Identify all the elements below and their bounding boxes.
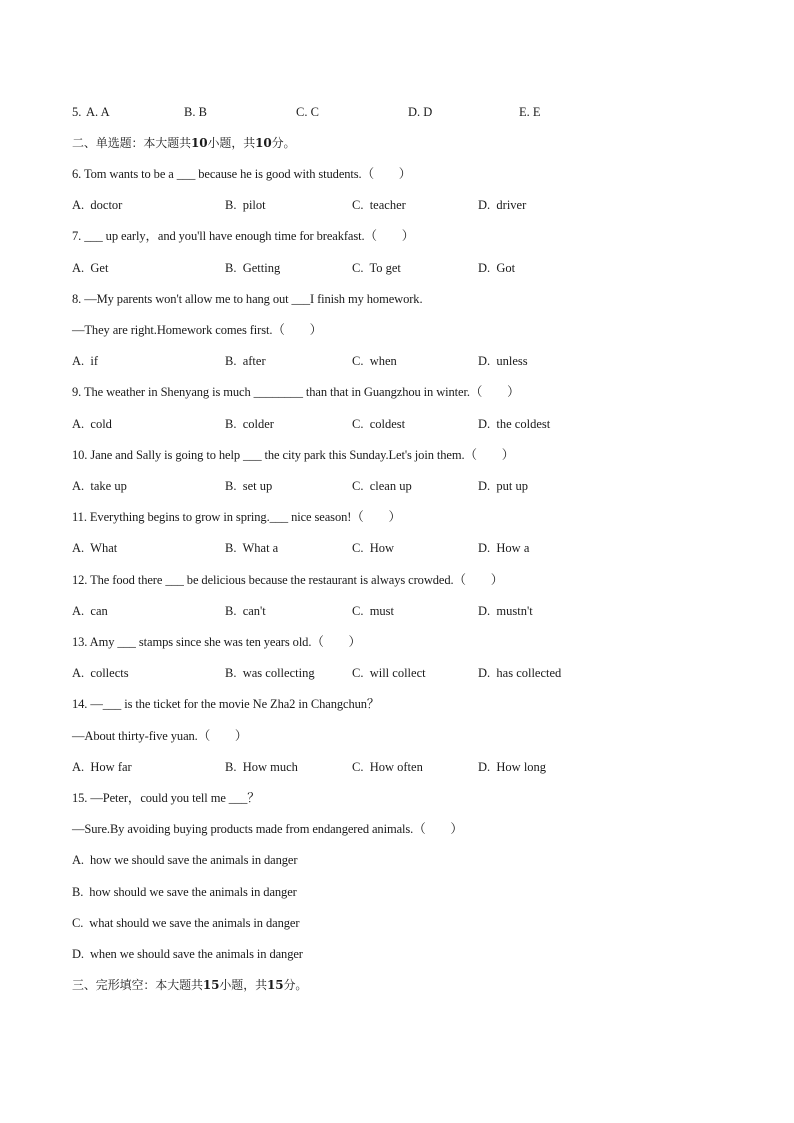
question-15-stem: 15. —Peter，could you tell me ___？ — [72, 791, 260, 805]
q10-option-a: A. take up — [72, 479, 127, 493]
q15-option-c: C. what should we save the animals in danger — [72, 916, 300, 930]
question-8-reply: —They are right.Homework comes first.（ ） — [72, 323, 323, 337]
q7-option-d: D. Got — [478, 261, 516, 275]
q8-option-d: D. unless — [478, 354, 528, 368]
q15-option-d: D. when we should save the animals in danger — [72, 947, 303, 961]
q15-option-b: B. how should we save the animals in danger — [72, 885, 297, 899]
question-8-stem: 8. —My parents won't allow me to hang out ___I finish my homework. — [72, 292, 423, 306]
q7-option-b: B. Getting — [225, 261, 281, 275]
q10-option-b: B. set up — [225, 479, 273, 493]
q8-option-a: A. if — [72, 354, 99, 368]
question-6-stem: 6. Tom wants to be a ___ because he is good with students.（ ） — [72, 167, 412, 181]
q10-option-d: D. put up — [478, 479, 528, 493]
q9-option-c: C. coldest — [352, 417, 406, 431]
question-15-reply: —Sure.By avoiding buying products made from endangered animals.（ ） — [72, 822, 463, 836]
q13-option-d: D. has collected — [478, 666, 562, 680]
q12-option-a: A. can — [72, 604, 108, 618]
q5-option-d: D. D — [408, 105, 433, 119]
q8-option-c: C. when — [352, 354, 397, 368]
q7-option-c: C. To get — [352, 261, 401, 275]
q12-option-b: B. can't — [225, 604, 266, 618]
q13-option-c: C. will collect — [352, 666, 426, 680]
q8-option-b: B. after — [225, 354, 266, 368]
q11-option-c: C. How — [352, 541, 395, 555]
q9-option-b: B. colder — [225, 417, 274, 431]
q9-option-a: A. cold — [72, 417, 112, 431]
q6-option-c: C. teacher — [352, 198, 406, 212]
q13-option-b: B. was collecting — [225, 666, 315, 680]
q5-number: 5. — [72, 105, 82, 119]
question-11-stem: 11. Everything begins to grow in spring.___ nice season!（ ） — [72, 510, 401, 524]
question-12-stem: 12. The food there ___ be delicious because the restaurant is always crowded.（ ） — [72, 573, 504, 587]
question-13-stem: 13. Amy ___ stamps since she was ten years old.（ ） — [72, 635, 361, 649]
q6-option-d: D. driver — [478, 198, 527, 212]
q14-option-d: D. How long — [478, 760, 547, 774]
question-9-stem: 9. The weather in Shenyang is much ________ than that in Guangzhou in winter.（ ） — [72, 385, 520, 399]
q14-option-c: C. How often — [352, 760, 423, 774]
q7-option-a: A. Get — [72, 261, 109, 275]
q5-option-b: B. B — [184, 105, 207, 119]
q14-option-b: B. How much — [225, 760, 298, 774]
question-7-stem: 7. ___ up early，and you'll have enough time for breakfast.（ ） — [72, 229, 415, 243]
q11-option-d: D. How a — [478, 541, 530, 555]
q12-option-c: C. must — [352, 604, 395, 618]
q5-option-c: C. C — [296, 105, 319, 119]
q13-option-a: A. collects — [72, 666, 129, 680]
question-10-stem: 10. Jane and Sally is going to help ___ the city park this Sunday.Let's join them.（ ） — [72, 448, 515, 462]
q12-option-d: D. mustn't — [478, 604, 533, 618]
section-2-heading: 二、单选题：本大题共10小题，共10分。 — [72, 136, 296, 150]
question-14-stem: 14. —___ is the ticket for the movie Ne Zha2 in Changchun？ — [72, 697, 380, 711]
section-3-heading: 三、完形填空：本大题共15小题，共15分。 — [72, 978, 308, 992]
q6-option-a: A. doctor — [72, 198, 123, 212]
q10-option-c: C. clean up — [352, 479, 412, 493]
q11-option-b: B. What a — [225, 541, 279, 555]
q9-option-d: D. the coldest — [478, 417, 551, 431]
q5-option-e: E. E — [519, 105, 541, 119]
question-14-reply: —About thirty-five yuan.（ ） — [72, 729, 248, 743]
q11-option-a: A. What — [72, 541, 118, 555]
q15-option-a: A. how we should save the animals in danger — [72, 853, 298, 867]
q6-option-b: B. pilot — [225, 198, 266, 212]
q14-option-a: A. How far — [72, 760, 132, 774]
q5-option-a: A. A — [86, 105, 110, 119]
